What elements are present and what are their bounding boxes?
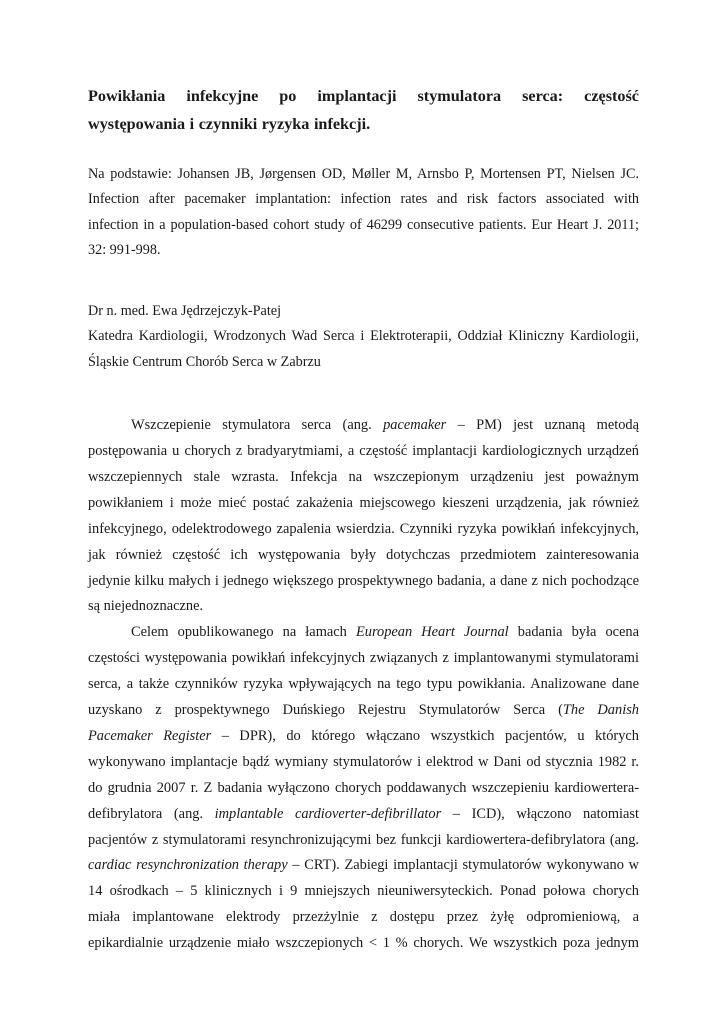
paragraph-line: Pacemaker Register – DPR), do którego włączano wszystkich pacjentów, u których <box>88 727 639 744</box>
affiliation-line: Katedra Kardiologii, Wrodzonych Wad Serca i Elektroterapii, Oddział Kliniczny Kardiologii, <box>88 328 639 345</box>
citation-line: Na podstawie: Johansen JB, Jørgensen OD, Møller M, Arnsbo P, Mortensen PT, Nielsen JC. <box>88 166 639 182</box>
article-body <box>88 413 639 957</box>
paragraph-line: 14 ośrodkach – 5 klinicznych i 9 mniejszych nieuniwersyteckich. Ponad połowa chorych <box>88 883 639 900</box>
paragraph-line: są niejednoznaczne. <box>88 598 204 615</box>
paragraph-line: postępowania u chorych z bradyarytmiami, a częstość implantacji kardiologicznych urządzeń <box>88 442 639 459</box>
paragraph-line: częstości występowania powikłań infekcyjnych związanych z implantowanymi stymulatorami <box>88 650 639 667</box>
paragraph-line: defibrylatora (ang. implantable cardioverter-defibrillator – ICD), włączono natomiast <box>88 805 639 822</box>
italic-term: European Heart Journal <box>355 624 509 641</box>
citation-line: Infection after pacemaker implantation: infection rates and risk factors associated with <box>88 191 639 208</box>
paragraph-1 <box>88 413 639 620</box>
author-block <box>88 299 639 375</box>
italic-term: Pacemaker Register <box>88 727 212 744</box>
paragraph-line: Wszczepienie stymulatora serca (ang. pacemaker – PM) jest uznaną metodą <box>131 417 639 434</box>
paragraph-line: wykonywano implantacje bądź wymiany stymulatorów i elektrod w Dani od stycznia 1982 r. <box>88 753 639 770</box>
title-line: występowania i czynniki ryzyka infekcji. <box>88 115 371 133</box>
paragraph-line: Celem opublikowanego na łamach European Heart Journal badania była ocena <box>131 624 640 641</box>
paragraph-line: uzyskano z prospektywnego Duńskiego Rejestru Stymulatorów Serca (The Danish <box>88 702 639 719</box>
document-page <box>88 82 639 957</box>
author-name: Dr n. med. Ewa Jędrzejczyk-Patej <box>88 303 282 320</box>
paragraph-line: infekcyjnego, odelektrodowego zapalenia wsierdzia. Czynniki ryzyka powikłań infekcyjnych, <box>88 520 639 537</box>
source-citation <box>88 162 639 263</box>
paragraph-line: powikłaniem i może mieć postać zakażenia miejscowego kieszeni urządzenia, jak również <box>88 494 639 511</box>
document-title <box>88 82 639 138</box>
paragraph-2 <box>88 620 639 957</box>
citation-line: infection in a population-based cohort study of 46299 consecutive patients. Eur Heart J. 2011; <box>88 216 639 233</box>
paragraph-line: jak również częstość ich występowania były dotychczas przedmiotem zainteresowania <box>88 546 639 563</box>
citation-line: 32: 991-998. <box>88 241 161 258</box>
paragraph-line: jedynie kilku małych i jednego większego prospektywnego badania, a dane z nich pochodzące <box>88 572 639 589</box>
affiliation-line: Śląskie Centrum Chorób Serca w Zabrzu <box>88 353 321 370</box>
paragraph-line: epikardialnie urządzenie miało wszczepionych < 1 % chorych. We wszystkich poza jednym <box>88 935 639 952</box>
paragraph-line: cardiac resynchronization therapy – CRT). Zabiegi implantacji stymulatorów wykonywano w <box>88 857 639 874</box>
paragraph-line: serca, a także czynników ryzyka wpływających na tego typu powikłania. Analizowane dane <box>88 676 639 693</box>
italic-term: The Danish <box>562 702 639 719</box>
italic-term: pacemaker <box>383 417 447 434</box>
title-line: Powikłania infekcyjne po implantacji stymulatora serca: częstość <box>88 87 639 105</box>
paragraph-line: do grudnia 2007 r. Z badania wyłączono chorych poddawanych wszczepieniu kardiowertera- <box>88 779 639 796</box>
paragraph-line: wszczepiennych stale wzrasta. Infekcja na wszczepionym urządzeniu jest poważnym <box>88 468 639 485</box>
paragraph-line: pacjentów z stymulatorami resynchronizującymi bez funkcji kardiowertera-defibrylatora (ang. <box>88 831 639 848</box>
italic-term: implantable cardioverter-defibrillator <box>214 805 442 822</box>
paragraph-line: miała implantowane elektrody przezżylnie z dostępu przez żyłę odpromieniową, a <box>88 909 639 926</box>
italic-term: cardiac resynchronization therapy <box>88 857 288 874</box>
